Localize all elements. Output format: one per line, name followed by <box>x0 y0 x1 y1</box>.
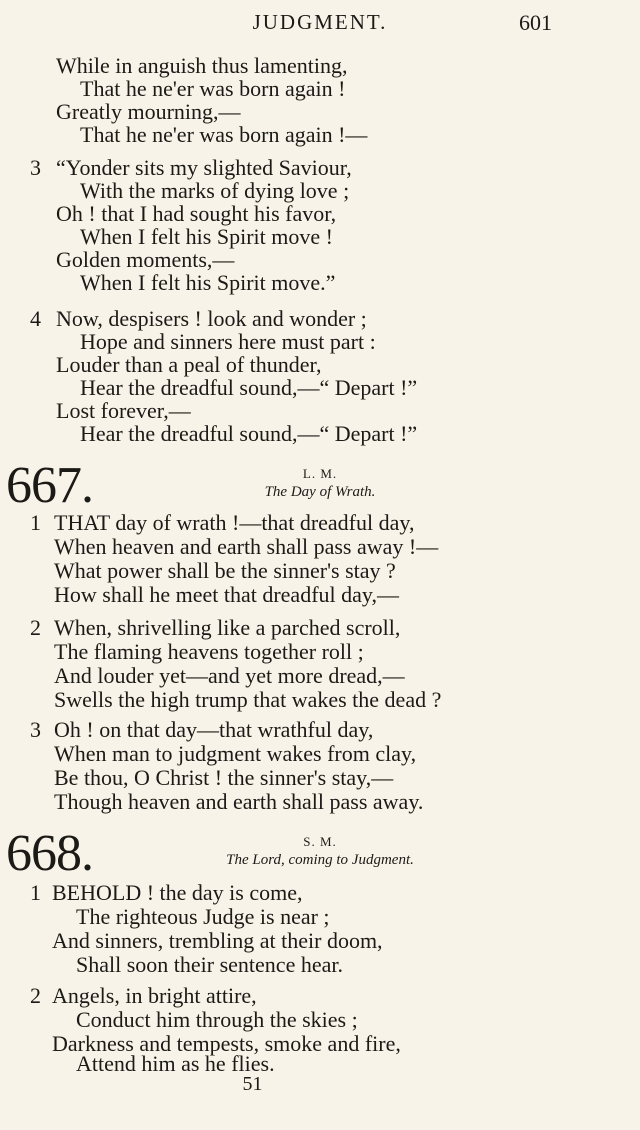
stanza-number: 3 <box>30 717 41 742</box>
verse-line: With the marks of dying love ; <box>80 178 350 203</box>
verse-line: And louder yet—and yet more dread,— <box>54 663 405 688</box>
verse-line: Conduct him through the skies ; <box>76 1007 358 1032</box>
verse-line: Though heaven and earth shall pass away. <box>54 789 424 814</box>
hymn-title: The Day of Wrath. <box>264 484 376 500</box>
verse-line: How shall he meet that dreadful day,— <box>54 582 399 607</box>
verse-line: BEHOLD ! the day is come, <box>52 880 303 905</box>
stanza-number: 3 <box>30 155 41 180</box>
verse-line: The flaming heavens together roll ; <box>54 639 364 664</box>
verse-line: Greatly mourning,— <box>56 99 241 124</box>
signature-mark: 51 <box>242 1073 263 1095</box>
hymn-number: 668. <box>6 825 93 882</box>
verse-line: Be thou, O Christ ! the sinner's stay,— <box>54 765 394 790</box>
hymn-meter: L. M. <box>302 466 338 481</box>
verse-line: And sinners, trembling at their doom, <box>52 928 383 953</box>
stanza-number: 2 <box>30 615 41 640</box>
hymn-number: 667. <box>6 457 93 514</box>
verse-line: What power shall be the sinner's stay ? <box>54 558 396 583</box>
verse-line: Oh ! that I had sought his favor, <box>56 201 337 226</box>
verse-line: Swells the high trump that wakes the dead ? <box>54 687 442 712</box>
verse-line: Hear the dreadful sound,—“ Depart !” <box>80 421 418 446</box>
verse-line: When man to judgment wakes from clay, <box>54 741 417 766</box>
verse-line: Hear the dreadful sound,—“ Depart !” <box>80 375 418 400</box>
verse-line: When I felt his Spirit move.” <box>80 270 336 295</box>
verse-line: The righteous Judge is near ; <box>76 904 330 929</box>
verse-line: When heaven and earth shall pass away !— <box>54 534 439 559</box>
verse-line: “Yonder sits my slighted Saviour, <box>56 155 352 180</box>
verse-line: Angels, in bright attire, <box>52 983 257 1008</box>
running-head: JUDGMENT. <box>252 10 388 34</box>
hymn-meter: S. M. <box>303 834 337 849</box>
stanza-number: 1 <box>30 880 41 905</box>
stanza-number: 1 <box>30 510 41 535</box>
verse-line: Golden moments,— <box>56 247 235 272</box>
verse-line: When, shrivelling like a parched scroll, <box>54 615 401 640</box>
verse-line: Darkness and tempests, smoke and fire, <box>52 1031 401 1056</box>
stanza-number: 4 <box>30 306 41 331</box>
verse-line: Oh ! on that day—that wrathful day, <box>54 717 374 742</box>
verse-line: Attend him as he flies. <box>76 1051 275 1076</box>
verse-line: Shall soon their sentence hear. <box>76 952 343 977</box>
verse-line: Louder than a peal of thunder, <box>56 352 322 377</box>
verse-line: Lost forever,— <box>56 398 191 423</box>
hymn-title: The Lord, coming to Judgment. <box>226 852 414 868</box>
verse-line: While in anguish thus lamenting, <box>56 53 348 78</box>
verse-line: Hope and sinners here must part : <box>80 329 376 354</box>
verse-line: Now, despisers ! look and wonder ; <box>56 306 367 331</box>
verse-line: THAT day of wrath !—that dreadful day, <box>54 510 415 535</box>
verse-line: That he ne'er was born again ! <box>80 76 346 101</box>
verse-line: That he ne'er was born again !— <box>80 122 368 147</box>
page-number: 601 <box>519 10 552 35</box>
stanza-number: 2 <box>30 983 41 1008</box>
verse-line: When I felt his Spirit move ! <box>80 224 333 249</box>
